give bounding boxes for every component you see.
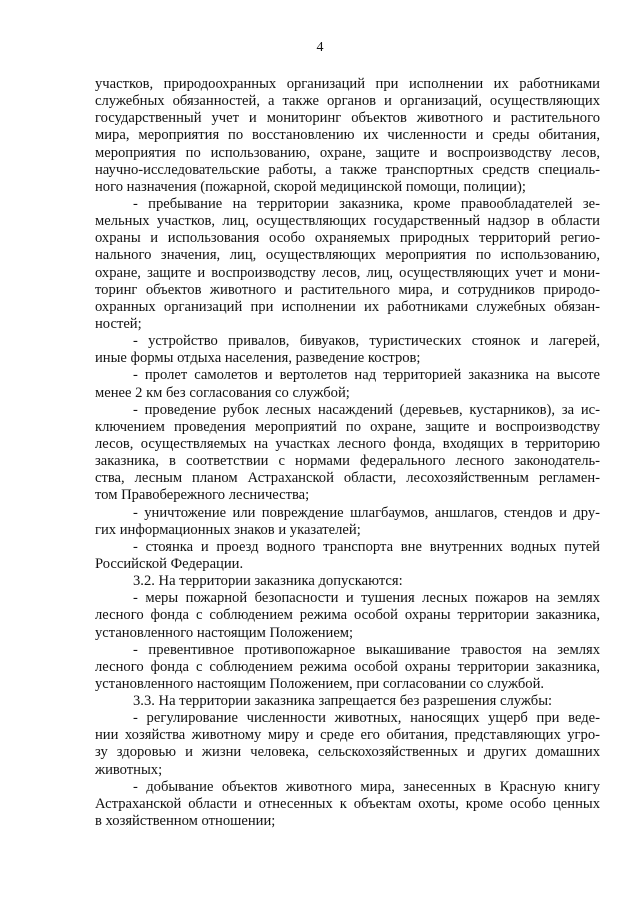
text-line: ностей; [95,315,142,332]
text-line: зу здоровью и жизни человека, сельскохозяйственных и других домашних [95,744,600,761]
text-line: Российской Федерации. [95,555,244,572]
text-line: ства, лесным планом Астраханской области, лесохозяйственным регламен- [95,470,600,487]
text-line: - пребывание на территории заказника, кроме правообладателей зе- [133,195,600,212]
page-number: 4 [316,40,324,55]
text-line: в хозяйственном отношении; [95,813,276,830]
text-line: торинг объектов животного и растительного мира, и сотрудников природо- [95,281,600,298]
document-body [95,76,600,830]
text-line: Астраханской области и отнесенных к объектам охоты, кроме особо ценных [95,795,600,812]
text-line: установленного настоящим Положением, при согласовании со службой. [95,675,545,692]
text-line: заказника, в соответствии с нормами федерального лесного законодатель- [95,453,600,470]
text-line: - проведение рубок лесных насаждений (деревьев, кустарников), за ис- [133,401,600,418]
text-line: животных; [95,761,163,778]
text-line: - уничтожение или повреждение шлагбаумов, аншлагов, стендов и дру- [133,504,600,521]
text-line: ключением проведения мероприятий по охране, защите и воспроизводству [95,418,600,435]
text-line: охранных организаций при исполнении их работниками служебных обязан- [95,298,600,315]
text-line: участков, природоохранных организаций при исполнении их работниками [95,76,600,92]
text-line: - устройство привалов, бивуаков, туристических стоянок и лагерей, [133,333,600,350]
text-line: - добывание объектов животного мира, занесенных в Красную книгу [133,778,600,795]
text-line: - регулирование численности животных, наносящих ущерб при веде- [133,710,600,727]
text-line: научно-исследовательские работы, а также транспортных средств специаль- [95,161,600,178]
text-line: мероприятия по использованию, охране, защите и воспроизводству лесов, [95,144,600,161]
text-line: том Правобережного лесничества; [95,487,310,504]
text-line: - превентивное противопожарное выкашивание травостоя на землях [133,641,600,658]
text-line: иные формы отдыха населения, разведение костров; [95,350,421,367]
text-line: ного назначения (пожарной, скорой медицинской помощи, полиции); [95,178,526,195]
text-line: лесов, осуществляемых на участках лесного фонда, входящих в территорию [95,435,600,452]
text-line: установленного настоящим Положением; [95,624,354,641]
text-line: менее 2 км без согласования со службой; [95,384,350,401]
text-line: 3.3. На территории заказника запрещается без разрешения службы: [133,693,553,710]
text-line: охране, защите и воспроизводству лесов, лиц, осуществляющих учет и мони- [95,264,600,281]
text-line: нии хозяйства животному миру и среде его обитания, представляющих угро- [95,727,600,744]
text-line: лесного фонда с соблюдением режима особой охраны территории заказника, [95,607,600,624]
text-line: государственный учет и мониторинг объектов животного и растительного [95,110,600,127]
text-line: - стоянка и проезд водного транспорта вне внутренних водных путей [133,538,600,555]
text-line: охраны и использования особо охраняемых природных территорий регио- [95,230,600,247]
text-line: - пролет самолетов и вертолетов над территорией заказника на высоте [133,367,600,384]
text-line: нального значения, лиц, осуществляющих мероприятия по использованию, [95,247,600,264]
text-line: лесного фонда с соблюдением режима особой охраны территории заказника, [95,658,600,675]
text-line: - меры пожарной безопасности и тушения лесных пожаров на землях [133,590,600,607]
text-line: служебных обязанностей, а также органов и организаций, осуществляющих [95,93,600,110]
text-line: мира, мероприятия по восстановлению их численности и среды обитания, [95,127,600,144]
text-line: мельных участков, лиц, осуществляющих государственный надзор в области [95,213,600,230]
text-line: 3.2. На территории заказника допускаются: [133,573,403,590]
text-line: гих информационных знаков и указателей; [95,521,361,538]
